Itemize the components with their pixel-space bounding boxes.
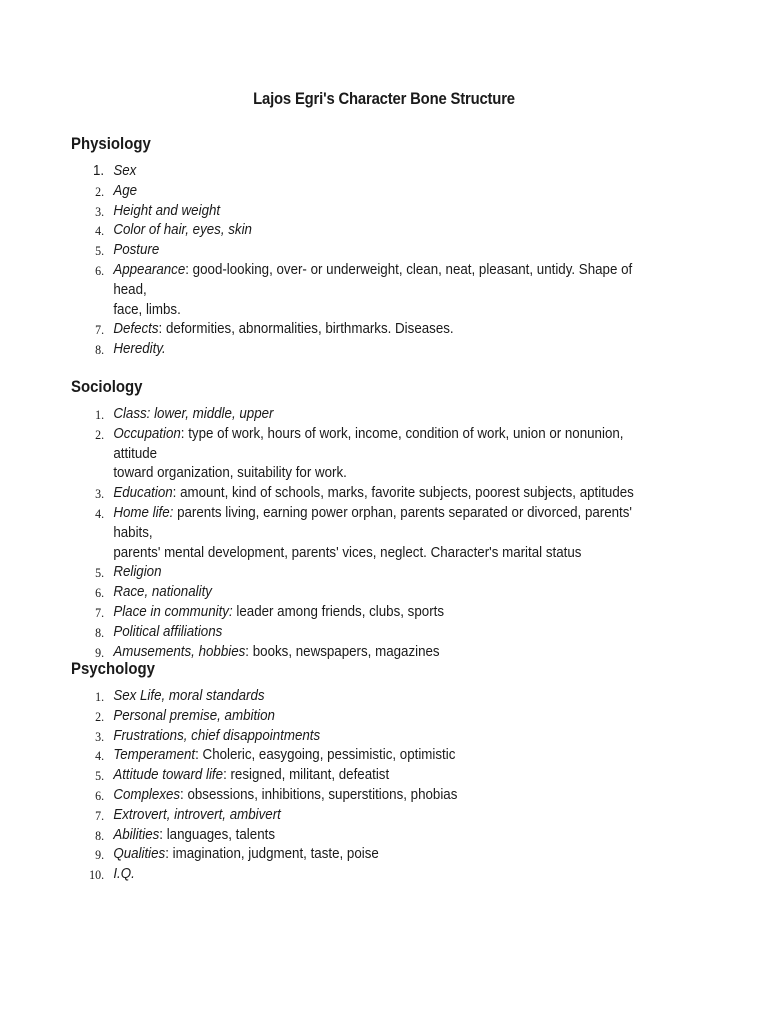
- item-number: 3.: [95, 203, 105, 219]
- item-term: Sex: [113, 163, 137, 179]
- item-term: Occupation: [113, 425, 181, 442]
- item-term: Abilities: [113, 826, 160, 843]
- list-item: [71, 687, 641, 707]
- item-term: Appearance: [113, 261, 186, 278]
- physiology-list: [71, 162, 691, 360]
- list-item: [71, 766, 641, 786]
- section-heading: Physiology: [71, 134, 151, 153]
- item-number: 1.: [92, 163, 105, 179]
- item-term: Home life:: [113, 504, 174, 521]
- item-description-continued: toward organization, suitability for work.: [113, 465, 347, 482]
- list-item: [71, 603, 641, 623]
- item-number: 5.: [95, 243, 105, 259]
- item-term: Place in community:: [113, 603, 233, 620]
- item-term: Posture: [113, 242, 160, 259]
- item-number: 8.: [95, 624, 105, 640]
- item-separator: :: [180, 425, 185, 442]
- item-description: languages, talents: [163, 826, 275, 843]
- sociology-list: [71, 405, 691, 662]
- list-item: [71, 340, 641, 360]
- item-description: type of work, hours of work, income, condition of work, union or nonunion, attitude: [113, 425, 624, 462]
- list-item: [71, 623, 641, 643]
- item-description: good-looking, over- or underweight, clean, neat, pleasant, untidy. Shape of head,: [113, 261, 633, 298]
- list-item: [71, 806, 641, 826]
- item-separator: :: [195, 747, 199, 764]
- item-term: Height and weight: [113, 202, 221, 219]
- section-sociology: [71, 377, 691, 662]
- item-number: 4.: [95, 748, 105, 764]
- section-heading: Psychology: [71, 659, 155, 678]
- psychology-list: [71, 687, 691, 885]
- item-separator: :: [223, 767, 227, 784]
- item-number: 4.: [95, 505, 105, 521]
- item-number: 5.: [95, 768, 105, 784]
- section-heading: Sociology: [71, 377, 143, 396]
- item-number: 8.: [95, 827, 105, 843]
- item-number: 5.: [95, 565, 105, 581]
- item-number: 1.: [95, 689, 105, 704]
- list-item: [71, 182, 641, 202]
- item-term: Qualities: [113, 846, 166, 863]
- item-number: 9.: [95, 847, 105, 863]
- list-item: [71, 865, 641, 885]
- item-term: Age: [113, 182, 138, 199]
- item-separator: :: [180, 786, 184, 803]
- item-term: Personal premise, ambition: [113, 707, 275, 724]
- list-item: [71, 504, 641, 563]
- item-term: Heredity.: [113, 341, 166, 358]
- list-item: [71, 746, 641, 766]
- item-number: 3.: [95, 486, 105, 502]
- item-description: resigned, militant, defeatist: [226, 767, 390, 784]
- list-item: [71, 221, 641, 241]
- item-separator: :: [159, 826, 163, 843]
- item-number: 6.: [95, 787, 105, 803]
- item-term: Sex Life, moral standards: [113, 688, 265, 704]
- item-description: imagination, judgment, taste, poise: [168, 846, 379, 863]
- list-item: [71, 826, 641, 846]
- item-term: Religion: [113, 564, 162, 581]
- item-term: Political affiliations: [113, 623, 223, 640]
- item-separator: :: [158, 321, 163, 338]
- item-term: Amusements, hobbies: [113, 643, 246, 660]
- item-number: 7.: [95, 604, 105, 620]
- list-item: [71, 845, 641, 865]
- item-description: Choleric, easygoing, pessimistic, optimistic: [198, 747, 456, 764]
- item-term: Extrovert, introvert, ambivert: [113, 806, 281, 823]
- item-separator: :: [245, 643, 250, 660]
- item-number: 4.: [95, 223, 105, 239]
- list-item: [71, 241, 641, 261]
- item-separator: :: [185, 261, 189, 278]
- item-number: 2.: [95, 708, 105, 724]
- item-description: amount, kind of schools, marks, favorite subjects, poorest subjects, aptitudes: [176, 485, 634, 502]
- list-item: [71, 320, 641, 340]
- list-item: [71, 202, 641, 222]
- item-term: Defects: [113, 321, 159, 338]
- list-item: [71, 484, 641, 504]
- item-number: 8.: [95, 342, 105, 358]
- list-item: [71, 563, 641, 583]
- item-description: deformities, abnormalities, birthmarks. Diseases.: [162, 321, 454, 338]
- item-description-continued: face, limbs.: [113, 301, 181, 318]
- item-term: Frustrations, chief disappointments: [113, 727, 321, 744]
- item-number: 6.: [95, 585, 105, 601]
- section-physiology: [71, 134, 691, 360]
- item-term: Class: lower, middle, upper: [113, 406, 274, 422]
- item-number: 10.: [89, 867, 105, 883]
- item-number: 1.: [95, 407, 105, 422]
- item-term: I.Q.: [113, 866, 135, 883]
- item-separator: :: [165, 846, 169, 863]
- item-description-continued: parents' mental development, parents' vices, neglect. Character's marital status: [113, 544, 582, 561]
- item-term: Color of hair, eyes, skin: [113, 222, 252, 239]
- list-item: [71, 261, 641, 320]
- list-item: [71, 707, 641, 727]
- item-description: parents living, earning power orphan, parents separated or divorced, parents' habits,: [113, 504, 632, 541]
- item-term: Complexes: [113, 786, 181, 803]
- item-description: leader among friends, clubs, sports: [232, 603, 445, 620]
- document-title: Lajos Egri's Character Bone Structure: [253, 90, 515, 108]
- item-term: Education: [113, 485, 173, 502]
- item-term: Attitude toward life: [113, 767, 224, 784]
- item-description: books, newspapers, magazines: [249, 643, 440, 660]
- list-item: [71, 405, 641, 425]
- item-separator: :: [172, 485, 177, 502]
- section-psychology: [71, 659, 691, 885]
- list-item: [71, 583, 641, 603]
- item-number: 2.: [95, 426, 105, 442]
- item-number: 7.: [95, 807, 105, 823]
- item-number: 6.: [95, 262, 105, 278]
- item-number: 9.: [95, 644, 105, 660]
- item-number: 3.: [95, 728, 105, 744]
- item-term: Race, nationality: [113, 584, 212, 601]
- item-number: 2.: [95, 183, 105, 199]
- item-number: 7.: [95, 322, 105, 338]
- list-item: [71, 727, 641, 747]
- list-item: [71, 425, 641, 484]
- item-description: obsessions, inhibitions, superstitions, phobias: [183, 786, 458, 803]
- list-item: [71, 162, 641, 182]
- list-item: [71, 786, 641, 806]
- item-term: Temperament: [113, 747, 196, 764]
